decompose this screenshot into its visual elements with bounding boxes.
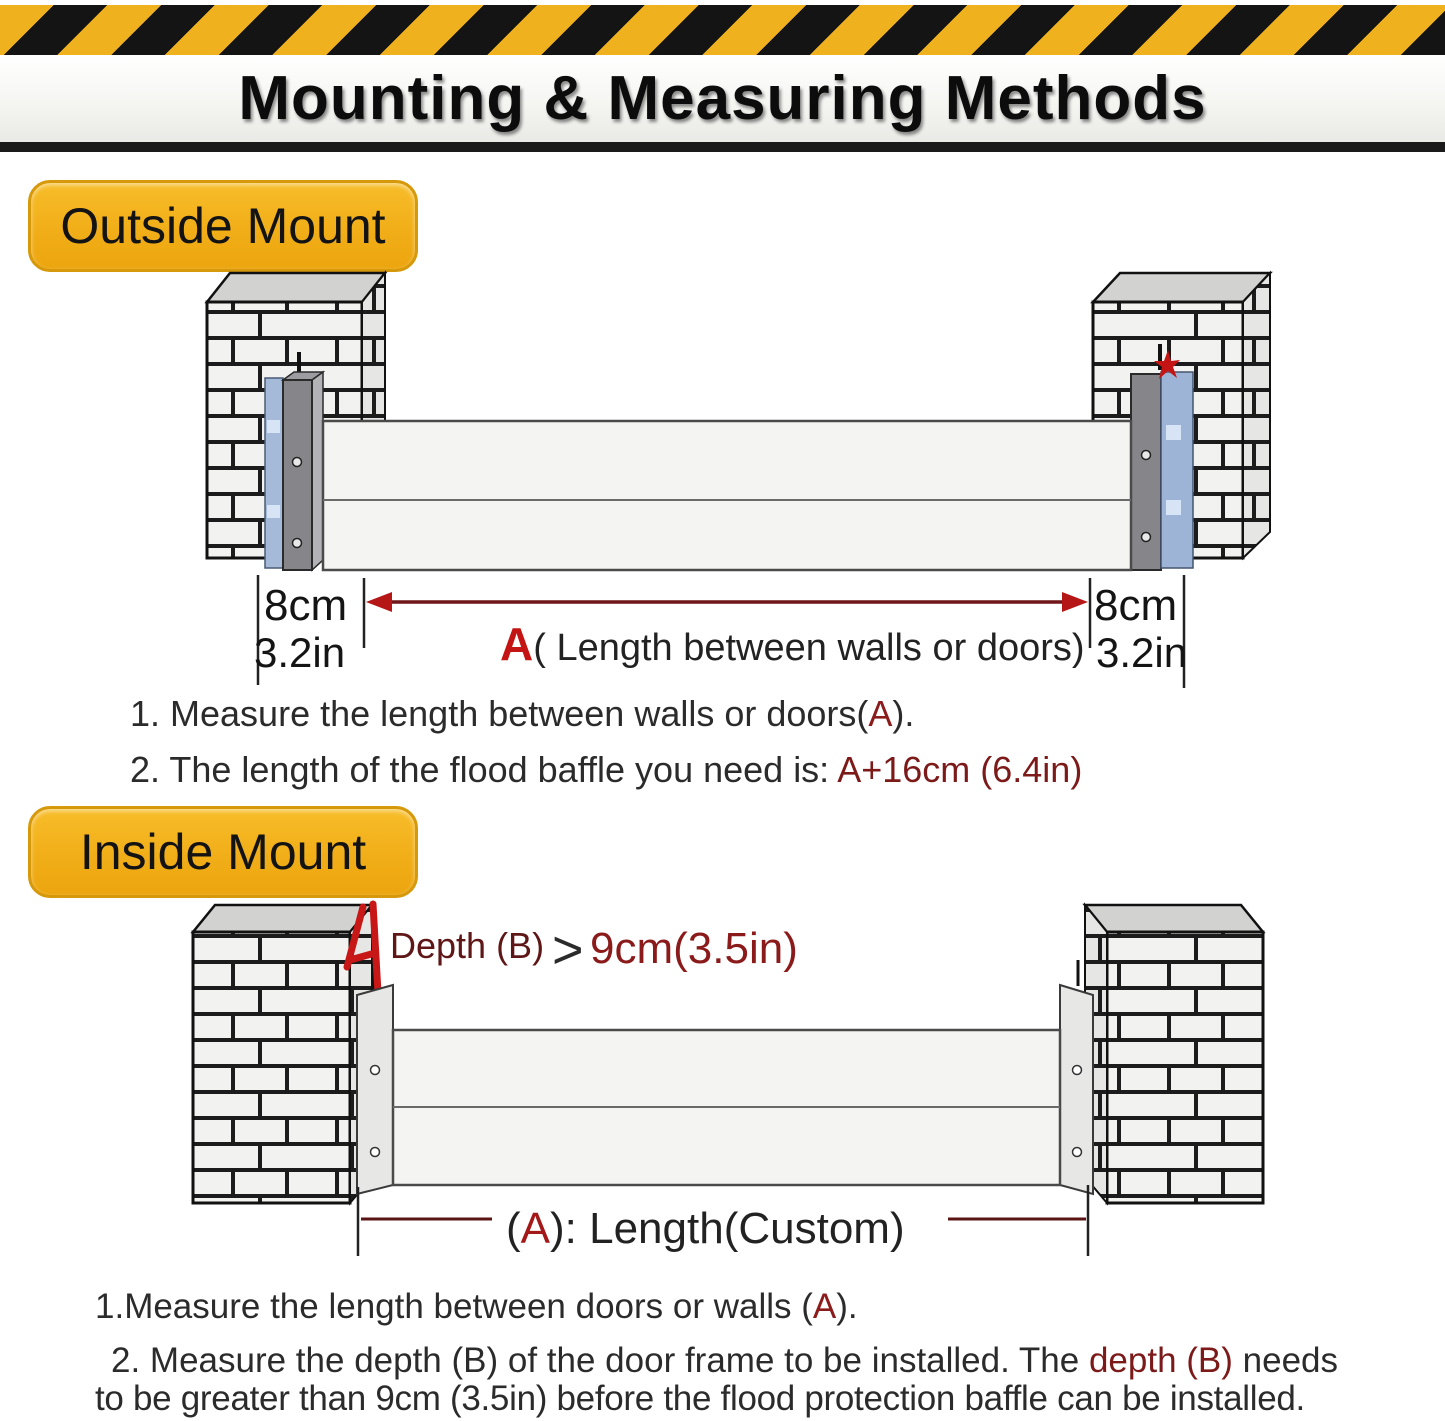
depth-value: 9cm(3.5in) bbox=[590, 924, 798, 973]
depth-annotation bbox=[390, 920, 798, 980]
dim-length-label: (A): Length(Custom) bbox=[506, 1204, 905, 1253]
screw-hole bbox=[1073, 1066, 1082, 1075]
pillar-top-face bbox=[193, 905, 372, 932]
screw-hole bbox=[1142, 533, 1151, 542]
inside-mount-steps bbox=[95, 1288, 1338, 1418]
right-seal-glide bbox=[1166, 425, 1181, 440]
pillar-front-face bbox=[193, 932, 350, 1203]
outside-mount-diagram bbox=[150, 270, 1300, 690]
inside-dimension-group bbox=[358, 1185, 1088, 1256]
outside-dimension-group bbox=[254, 575, 1187, 688]
screw-hole bbox=[1073, 1148, 1082, 1157]
outside-mount-steps bbox=[130, 694, 1082, 790]
screw-hole bbox=[1142, 451, 1151, 460]
outside-step-2: 2. The length of the flood baffle you need is: A+16cm (6.4in) bbox=[130, 749, 1083, 790]
screw-hole bbox=[293, 458, 302, 467]
pillar-side-face bbox=[1243, 273, 1270, 558]
right-brick-pillar bbox=[1085, 905, 1263, 1203]
screw-hole bbox=[371, 1148, 380, 1157]
outside-step-1: 1. Measure the length between walls or doors(A). bbox=[130, 693, 915, 734]
flood-barrier-panel bbox=[323, 421, 1131, 570]
greater-than-symbol: > bbox=[552, 920, 584, 980]
left-seal-glide bbox=[267, 505, 280, 518]
screw-hole bbox=[371, 1066, 380, 1075]
left-seal-strip bbox=[265, 378, 283, 568]
right-mounting-channel bbox=[1131, 374, 1161, 570]
pillar-top-face bbox=[1093, 273, 1270, 302]
dim-right-cm: 8cm bbox=[1094, 581, 1178, 630]
outside-mount-badge-label: Outside Mount bbox=[60, 198, 386, 254]
pillar-top-face bbox=[1085, 905, 1263, 932]
arrow-head-left-icon bbox=[366, 592, 392, 612]
inside-mount-diagram bbox=[150, 895, 1340, 1270]
left-seal-glide bbox=[267, 420, 280, 433]
right-seal-strip bbox=[1161, 372, 1193, 568]
flood-barrier-panel bbox=[393, 1030, 1060, 1185]
dim-left-in: 3.2in bbox=[254, 629, 346, 676]
inside-step-1: 1.Measure the length between doors or walls (A). bbox=[95, 1287, 858, 1326]
dim-length-label: A( Length between walls or doors) bbox=[500, 618, 1085, 670]
arrow-head-right-icon bbox=[1062, 592, 1088, 612]
right-mounting-channel bbox=[1060, 985, 1093, 1194]
left-mounting-channel bbox=[357, 985, 393, 1194]
pillar-front-face bbox=[1107, 932, 1263, 1203]
screw-hole bbox=[293, 539, 302, 548]
right-seal-glide bbox=[1166, 500, 1181, 515]
dim-right-in: 3.2in bbox=[1096, 629, 1188, 676]
left-brick-pillar bbox=[193, 905, 372, 1203]
inside-step-2-line-2: to be greater than 9cm (3.5in) before the flood protection baffle can be installed. bbox=[95, 1379, 1305, 1418]
inside-step-2-line-1: 2. Measure the depth (B) of the door frame to be installed. The depth (B) needs bbox=[111, 1341, 1339, 1380]
banner-divider bbox=[0, 142, 1445, 152]
pillar-top-face bbox=[207, 273, 385, 302]
inside-mount-badge-label: Inside Mount bbox=[79, 824, 367, 880]
depth-label: Depth (B) bbox=[390, 925, 545, 966]
page-title: Mounting & Measuring Methods bbox=[238, 64, 1207, 133]
title-banner bbox=[0, 55, 1445, 142]
outside-mount-badge bbox=[28, 180, 418, 272]
inside-mount-badge bbox=[28, 806, 418, 898]
hazard-stripe-banner bbox=[0, 2, 1445, 57]
left-mounting-channel bbox=[283, 372, 323, 570]
dim-left-cm: 8cm bbox=[264, 581, 348, 630]
